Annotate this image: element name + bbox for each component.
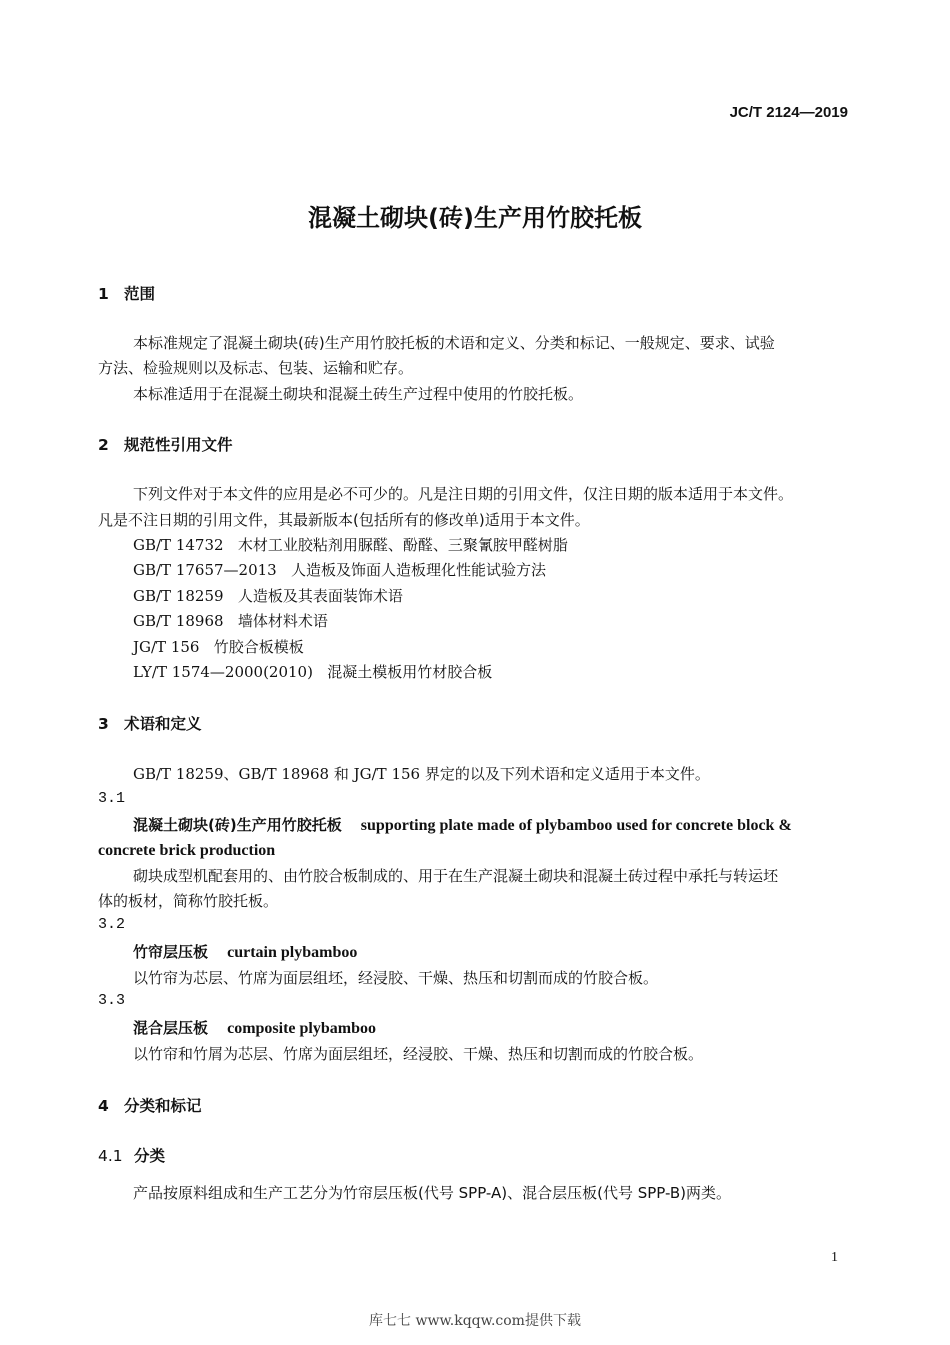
clause-number: 3.1 — [98, 790, 126, 807]
subsection-title: 分类 — [134, 1147, 166, 1165]
page-number: 1 — [831, 1250, 838, 1265]
reference-title: 人造板及其表面装饰术语 — [237, 587, 403, 605]
document-title: 混凝土砌块(砖)生产用竹胶托板 — [308, 204, 642, 232]
reference-title: 混凝土模板用竹材胶合板 — [327, 663, 493, 681]
reference-code: GB/T 14732 — [133, 536, 224, 554]
definition: 砌块成型机配套用的、由竹胶合板制成的、用于在生产混凝土砌块和混凝土砖过程中承托与转运坯 — [133, 867, 779, 885]
paragraph: 方法、检验规则以及标志、包装、运输和贮存。 — [98, 359, 414, 377]
paragraph: 下列文件对于本文件的应用是必不可少的。凡是注日期的引用文件，仅注日期的版本适用于本文件。 — [133, 485, 794, 503]
reference-item — [133, 584, 403, 609]
reference-item — [133, 609, 328, 634]
reference-item — [133, 533, 568, 558]
reference-code: GB/T 18259 — [133, 587, 224, 605]
definition: 以竹帘和竹屑为芯层、竹席为面层组坯，经浸胶、干燥、热压和切割而成的竹胶合板。 — [133, 1045, 704, 1063]
section-2-heading — [98, 433, 233, 455]
section-number: 2 — [98, 436, 109, 454]
paragraph: GB/T 18259、GB/T 18968 和 JG/T 156 界定的以及下列术语和定义适用于本文件。 — [133, 765, 710, 783]
reference-title: 木材工业胶粘剂用脲醛、酚醛、三聚氰胺甲醛树脂 — [237, 536, 568, 554]
reference-title: 人造板及饰面人造板理化性能试验方法 — [291, 561, 547, 579]
term-chinese: 竹帘层压板 — [133, 943, 209, 961]
section-3-heading — [98, 712, 202, 734]
section-title: 分类和标记 — [124, 1097, 202, 1115]
section-4-heading — [98, 1094, 202, 1116]
standard-code: JC/T 2124—2019 — [729, 104, 848, 121]
paragraph: 凡是不注日期的引用文件，其最新版本(包括所有的修改单)适用于本文件。 — [98, 511, 590, 529]
section-title: 规范性引用文件 — [124, 436, 233, 454]
term-english: composite plybamboo — [227, 1020, 376, 1037]
paragraph: 产品按原料组成和生产工艺分为竹帘层压板(代号 SPP-A)、混合层压板(代号 SPP-B)两类。 — [133, 1184, 732, 1202]
clause-number: 3.2 — [98, 916, 126, 933]
term-line — [133, 813, 792, 838]
subsection-number: 4.1 — [98, 1147, 123, 1165]
paragraph: 本标准适用于在混凝土砌块和混凝土砖生产过程中使用的竹胶托板。 — [133, 385, 584, 403]
reference-title: 竹胶合板模板 — [213, 638, 304, 656]
section-number: 1 — [98, 285, 109, 303]
clause-number: 3.3 — [98, 992, 126, 1009]
section-number: 3 — [98, 715, 109, 733]
section-number: 4 — [98, 1097, 109, 1115]
term-english: curtain plybamboo — [227, 944, 358, 961]
term-chinese: 混凝土砌块(砖)生产用竹胶托板 — [133, 816, 342, 834]
definition: 以竹帘为芯层、竹席为面层组坯，经浸胶、干燥、热压和切割而成的竹胶合板。 — [133, 969, 659, 987]
term-line — [133, 940, 357, 965]
download-footer: 库七七 www.kqqw.com提供下载 — [369, 1313, 581, 1329]
section-title: 范围 — [124, 285, 156, 303]
reference-title: 墙体材料术语 — [237, 612, 328, 630]
section-title: 术语和定义 — [124, 715, 202, 733]
term-line — [133, 1016, 376, 1041]
term-chinese: 混合层压板 — [133, 1019, 209, 1037]
reference-code: GB/T 17657—2013 — [133, 561, 277, 579]
reference-code: JG/T 156 — [133, 638, 200, 656]
subsection-4-1-heading — [98, 1144, 165, 1166]
reference-item — [133, 660, 492, 685]
reference-code: GB/T 18968 — [133, 612, 224, 630]
term-english: supporting plate made of plybamboo used for concrete block & — [360, 817, 792, 834]
reference-item — [133, 635, 304, 660]
reference-item — [133, 558, 546, 583]
paragraph: 本标准规定了混凝土砌块(砖)生产用竹胶托板的术语和定义、分类和标记、一般规定、要求、试验 — [133, 334, 775, 352]
definition: 体的板材，简称竹胶托板。 — [98, 892, 279, 910]
term-english-continued: concrete brick production — [98, 842, 276, 859]
reference-code: LY/T 1574—2000(2010) — [133, 663, 313, 681]
section-1-heading — [98, 282, 155, 304]
